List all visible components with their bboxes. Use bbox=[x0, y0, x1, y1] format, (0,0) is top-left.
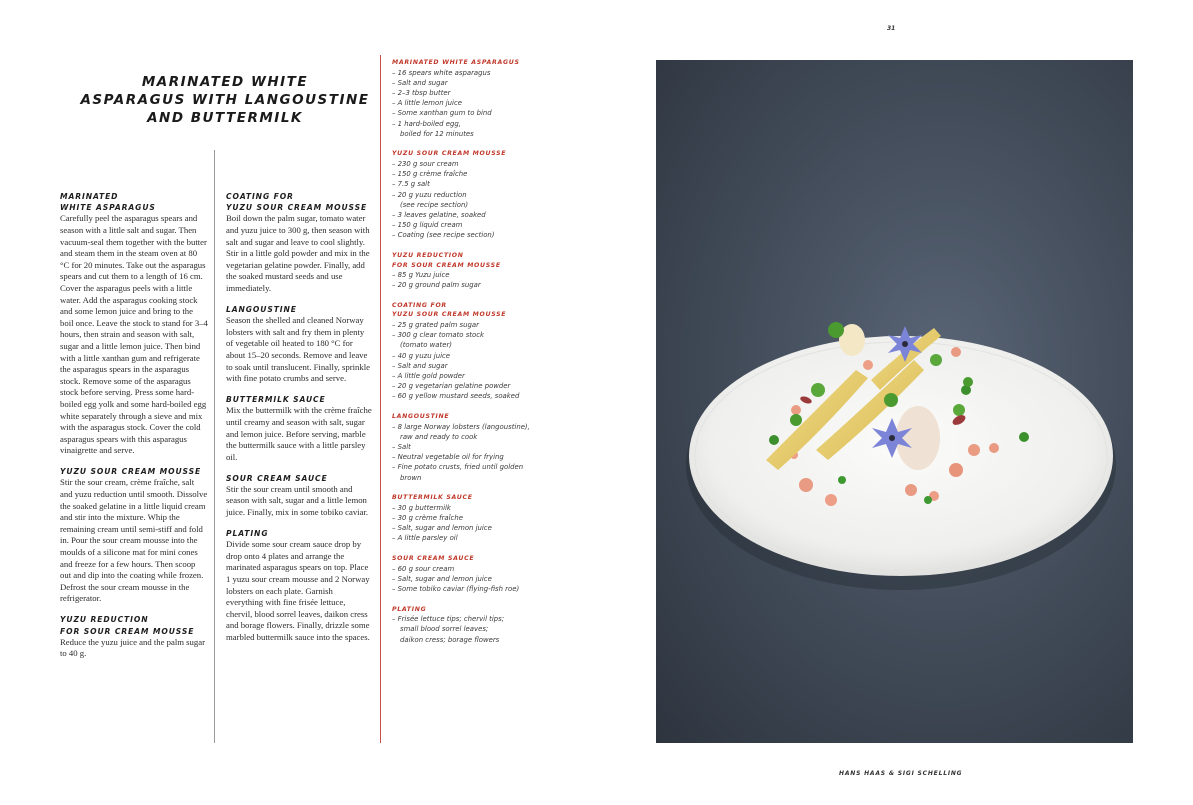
heading-line: BUTTERMILK SAUCE bbox=[392, 494, 473, 502]
heading-line: YUZU SOUR CREAM MOUSSE bbox=[226, 203, 368, 213]
ingredient-text: 85 g Yuzu juice bbox=[397, 271, 450, 280]
ingredient-item bbox=[392, 98, 550, 108]
ingredient-list bbox=[392, 320, 550, 402]
heading-line: YUZU SOUR CREAM MOUSSE bbox=[392, 311, 507, 319]
method-heading bbox=[60, 466, 208, 477]
ingredient-item bbox=[392, 614, 550, 645]
ingredient-text-cont: boiled for 12 minutes bbox=[400, 129, 474, 138]
ingredient-heading bbox=[392, 493, 550, 503]
ingredient-text: 20 g ground palm sugar bbox=[397, 281, 481, 290]
method-column-right bbox=[226, 191, 372, 653]
ingredient-text: 2–3 tbsp butter bbox=[397, 88, 451, 97]
ingredient-item bbox=[392, 523, 550, 533]
heading-line: MARINATED WHITE ASPARAGUS bbox=[392, 59, 520, 66]
method-section bbox=[60, 466, 208, 605]
heading-line: YUZU SOUR CREAM MOUSSE bbox=[60, 467, 202, 477]
ingredient-item bbox=[392, 452, 550, 462]
ingredient-heading bbox=[392, 301, 550, 320]
title-line: AND BUTTERMILK bbox=[147, 110, 303, 126]
heading-line: LANGOUSTINE bbox=[226, 304, 297, 314]
ingredient-text: 20 g yuzu reduction bbox=[397, 190, 467, 199]
ingredient-text: 230 g sour cream bbox=[397, 159, 459, 168]
book-footer: HANS HAAS & SIGI SCHELLING bbox=[839, 770, 963, 777]
ingredient-text: 16 spears white asparagus bbox=[397, 68, 491, 77]
ingredient-text: A little gold powder bbox=[397, 371, 465, 380]
ingredient-text: Frisée lettuce tips; chervil tips; bbox=[397, 615, 505, 624]
ingredient-text-cont: daikon cress; borage flowers bbox=[400, 635, 500, 644]
ingredient-text: 60 g sour cream bbox=[397, 564, 455, 573]
method-text: Boil down the palm sugar, tomato water and yuzu juice to 300 g, then season with salt and sugar and leave to cool slightly. Stir in a little gold powder and mix in the vegetarian gelatine powder. Finally, add the soaked mustard seeds and use immediately. bbox=[226, 213, 370, 293]
method-section bbox=[60, 614, 208, 660]
ingredient-text: 1 hard-boiled egg, bbox=[397, 119, 461, 128]
ingredient-text: A little parsley oil bbox=[397, 534, 458, 543]
ingredient-item bbox=[392, 108, 550, 118]
method-heading bbox=[226, 528, 372, 539]
ingredient-item bbox=[392, 179, 550, 189]
page-number: 31 bbox=[887, 25, 896, 32]
ingredient-item bbox=[392, 330, 550, 350]
method-text: Reduce the yuzu juice and the palm sugar to 40 g. bbox=[60, 636, 205, 659]
ingredients-column bbox=[392, 58, 550, 655]
ingredient-text: Salt, sugar and lemon juice bbox=[397, 574, 492, 583]
heading-line: COATING FOR bbox=[226, 192, 294, 201]
ingredient-text: Salt bbox=[397, 442, 411, 451]
column-divider-red bbox=[380, 55, 381, 743]
method-heading bbox=[226, 473, 372, 484]
dish-photo bbox=[656, 60, 1133, 743]
ingredient-text-cont: (see recipe section) bbox=[400, 200, 469, 209]
heading-line: FOR SOUR CREAM MOUSSE bbox=[392, 261, 501, 269]
heading-line: YUZU REDUCTION bbox=[60, 615, 149, 625]
method-column-left bbox=[60, 191, 208, 669]
method-text: Season the shelled and cleaned Norway lobsters with salt and fry them in plenty of vegetable oil heated to 180 °C for about 15–20 seconds. Remove and leave to soak until translucent. Finally, sprinkle with fine potato crumbs and serve. bbox=[226, 315, 370, 384]
method-heading bbox=[226, 191, 372, 213]
ingredient-text: Neutral vegetable oil for frying bbox=[397, 453, 504, 462]
ingredient-text: 150 g liquid cream bbox=[397, 221, 463, 230]
ingredient-heading bbox=[392, 412, 550, 422]
ingredient-item bbox=[392, 280, 550, 290]
method-section bbox=[226, 528, 372, 644]
ingredient-heading bbox=[392, 149, 550, 159]
ingredient-item bbox=[392, 78, 550, 88]
heading-line: FOR SOUR CREAM MOUSSE bbox=[60, 626, 195, 636]
ingredient-text: 7.5 g salt bbox=[397, 180, 430, 189]
ingredient-text-cont: small blood sorrel leaves; bbox=[400, 625, 489, 634]
ingredient-item bbox=[392, 270, 550, 280]
heading-line: WHITE ASPARAGUS bbox=[60, 203, 156, 213]
ingredient-item bbox=[392, 68, 550, 78]
ingredient-item bbox=[392, 503, 550, 513]
ingredient-text: 20 g vegetarian gelatine powder bbox=[397, 382, 511, 391]
ingredient-text: Salt, sugar and lemon juice bbox=[397, 524, 492, 533]
method-section bbox=[226, 304, 372, 385]
ingredient-item bbox=[392, 220, 550, 230]
ingredient-item bbox=[392, 159, 550, 169]
method-heading bbox=[60, 614, 208, 636]
ingredient-text: Some tobiko caviar (flying-fish roe) bbox=[397, 585, 520, 594]
method-heading bbox=[60, 191, 208, 213]
ingredient-text: 150 g crème fraîche bbox=[397, 170, 468, 179]
heading-line: YUZU SOUR CREAM MOUSSE bbox=[392, 150, 507, 158]
column-divider-left bbox=[214, 150, 215, 743]
ingredient-text: Fine potato crusts, fried until golden bbox=[397, 463, 524, 472]
ingredient-item bbox=[392, 442, 550, 452]
ingredient-text: Salt and sugar bbox=[397, 361, 448, 370]
ingredient-item bbox=[392, 190, 550, 210]
ingredient-item bbox=[392, 381, 550, 391]
ingredient-group bbox=[392, 493, 550, 543]
ingredient-item bbox=[392, 119, 550, 139]
heading-line: MARINATED bbox=[60, 192, 119, 201]
method-text: Stir the sour cream until smooth and season with salt, sugar and a little lemon juice. Finally, mix in some tobiko caviar. bbox=[226, 483, 369, 518]
ingredient-heading bbox=[392, 554, 550, 564]
method-text: Divide some sour cream sauce drop by drop onto 4 plates and arrange the marinated asparagus spears on top. Place 1 yuzu sour cream mousse and 2 Norway lobsters on each plate. Garnish everything with fine frisée lettuce, chervil, blood sorrel leaves, daikon cress and borage flowers. Finally, drizzle some marbled buttermilk sauce into the spaces. bbox=[226, 539, 370, 642]
ingredient-list bbox=[392, 564, 550, 595]
ingredient-list bbox=[392, 159, 550, 241]
ingredient-text: 25 g grated palm sugar bbox=[397, 320, 479, 329]
method-section bbox=[226, 473, 372, 519]
ingredient-item bbox=[392, 320, 550, 330]
ingredient-text: A little lemon juice bbox=[397, 99, 462, 108]
ingredient-list bbox=[392, 422, 550, 483]
ingredient-group bbox=[392, 605, 550, 645]
ingredient-group bbox=[392, 554, 550, 594]
ingredient-group bbox=[392, 149, 550, 240]
ingredient-item bbox=[392, 88, 550, 98]
ingredient-text: Salt and sugar bbox=[397, 78, 448, 87]
ingredient-item bbox=[392, 574, 550, 584]
heading-line: BUTTERMILK SAUCE bbox=[226, 395, 326, 405]
ingredient-item bbox=[392, 533, 550, 543]
ingredient-group bbox=[392, 412, 550, 483]
ingredient-list bbox=[392, 614, 550, 645]
ingredient-text: 8 large Norway lobsters (langoustine), bbox=[397, 422, 530, 431]
ingredient-item bbox=[392, 391, 550, 401]
method-text: Stir the sour cream, crème fraîche, salt and yuzu reduction until smooth. Dissolve the soaked gelatine in a little liquid cream and stir into the mixture. Whip the remaining cream until semi-stiff and fold in. Pour the sour cream mousse into the moulds of a silicone mat for mini cones and freeze for a few hours. Then scoop out and dip into the coating while frozen. Defrost the sour cream mousse in the refrigerator. bbox=[60, 477, 208, 604]
method-section bbox=[60, 191, 208, 457]
ingredient-item bbox=[392, 230, 550, 240]
method-text: Mix the buttermilk with the crème fraîche until creamy and season with salt, sugar and lemon juice. Before serving, marble the buttermilk sauce with a little parsley oil. bbox=[226, 405, 372, 462]
ingredient-text: 300 g clear tomato stock bbox=[397, 331, 484, 340]
ingredient-item bbox=[392, 169, 550, 179]
ingredient-item bbox=[392, 584, 550, 594]
title-line: ASPARAGUS WITH LANGOUSTINE bbox=[80, 92, 370, 108]
ingredient-text-cont: (tomato water) bbox=[400, 341, 452, 350]
method-heading bbox=[226, 304, 372, 315]
ingredient-text-cont: brown bbox=[400, 473, 422, 482]
title-line: MARINATED WHITE bbox=[141, 74, 309, 90]
ingredient-text: 3 leaves gelatine, soaked bbox=[397, 210, 486, 219]
ingredient-list bbox=[392, 270, 550, 290]
ingredient-item bbox=[392, 371, 550, 381]
ingredient-item bbox=[392, 564, 550, 574]
heading-line: SOUR CREAM SAUCE bbox=[392, 555, 475, 563]
heading-line: SOUR CREAM SAUCE bbox=[226, 473, 328, 483]
method-heading bbox=[226, 394, 372, 405]
ingredient-text: Coating (see recipe section) bbox=[397, 231, 495, 240]
heading-line: PLATING bbox=[226, 529, 269, 539]
dish-illustration bbox=[656, 60, 1133, 743]
ingredient-group bbox=[392, 58, 550, 139]
ingredient-text: Some xanthan gum to bind bbox=[397, 109, 492, 118]
ingredient-list bbox=[392, 503, 550, 544]
method-text: Carefully peel the asparagus spears and season with a little salt and sugar. Then vacuum-seal them together with the butter and steam them in the steam oven at 80 °C for 20 minutes. Take out the asparagus spears and cut them to a length of 16 cm. Cover the asparagus peels with a little water. Add the asparagus cooking stock and some lemon juice and bring to the boil once. Leave the stock to stand for 3–4 hours, then strain and season with salt, sugar and a little lemon juice. Then bind with a little xanthan gum and refrigerate the asparagus spears in the asparagus stock. Remove some of the asparagus stock before serving. Press some hard-boiled egg yolk and some hard-boiled egg white separately through a sieve and mix with the asparagus stock. Cover the cold asparagus spears with this asparagus vinaigrette and serve. bbox=[60, 213, 208, 456]
ingredient-item bbox=[392, 462, 550, 482]
ingredient-group bbox=[392, 301, 550, 402]
heading-line: LANGOUSTINE bbox=[392, 413, 450, 421]
ingredient-text: 40 g yuzu juice bbox=[397, 351, 451, 360]
ingredient-heading bbox=[392, 605, 550, 615]
ingredient-item bbox=[392, 351, 550, 361]
recipe-title bbox=[60, 73, 390, 127]
heading-line: COATING FOR bbox=[392, 301, 447, 309]
method-section bbox=[226, 191, 372, 295]
ingredient-group bbox=[392, 251, 550, 290]
ingredient-item bbox=[392, 361, 550, 371]
ingredient-item bbox=[392, 422, 550, 442]
ingredient-text: 30 g crème fraîche bbox=[397, 514, 463, 522]
ingredient-list bbox=[392, 68, 550, 139]
method-section bbox=[226, 394, 372, 463]
ingredient-heading bbox=[392, 251, 550, 270]
ingredient-text: 30 g buttermilk bbox=[397, 503, 451, 512]
ingredient-text-cont: raw and ready to cook bbox=[400, 432, 478, 441]
ingredient-item bbox=[392, 210, 550, 220]
heading-line: PLATING bbox=[392, 605, 427, 613]
ingredient-item bbox=[392, 513, 550, 523]
ingredient-text: 60 g yellow mustard seeds, soaked bbox=[397, 392, 520, 401]
ingredient-heading bbox=[392, 58, 550, 68]
heading-line: YUZU REDUCTION bbox=[392, 252, 464, 260]
